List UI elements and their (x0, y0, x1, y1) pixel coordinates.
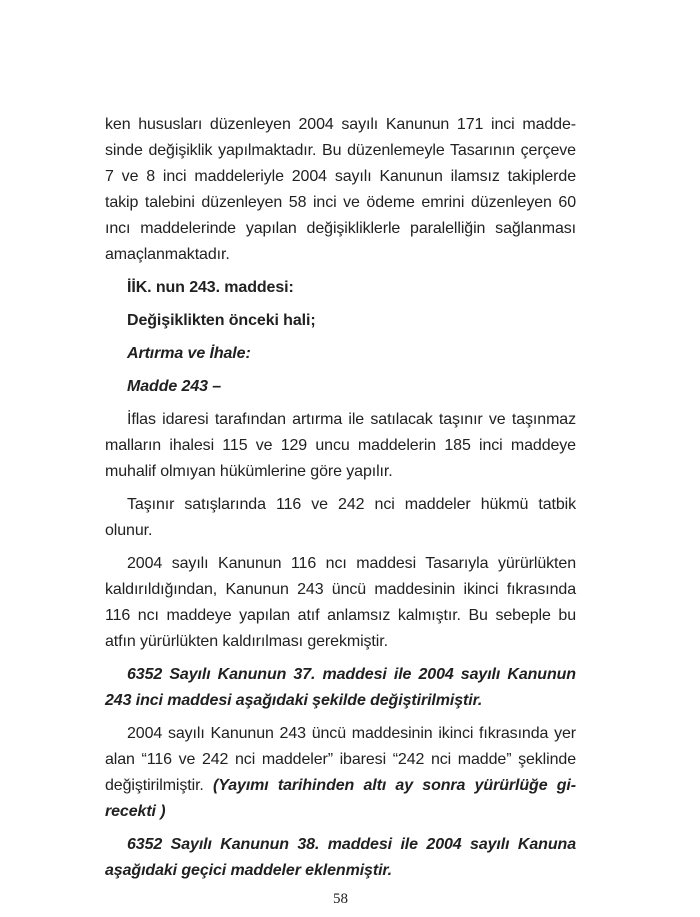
text-line: İİK. nun 243. maddesi: (127, 279, 294, 296)
text-line: ken hususları düzenleyen 2004 sayılı Kanunun 171 inci madde- (105, 116, 576, 133)
text-line: Değişiklikten önceki hali; (127, 312, 316, 329)
text-line: Taşınır satışlarında 116 ve 242 nci maddeler hükmü tatbik olunur. (105, 496, 576, 539)
text-line: Madde 243 – (127, 378, 222, 395)
text-line: alan “116 ve 242 nci maddeler” ibaresi “242 nci madde” şeklinde (105, 751, 576, 768)
text-line: Artırma ve İhale: (127, 345, 251, 362)
text-line: muhalif olmıyan hükümlerine göre yapılır. (105, 463, 393, 480)
text-line: 6352 Sayılı Kanunun 38. maddesi ile 2004 sayılı Kanuna (127, 836, 576, 853)
text-line (105, 773, 576, 799)
paragraph (105, 832, 576, 884)
text-line: 2004 sayılı Kanunun 116 ncı maddesi Tasarıyla yürürlükten (127, 555, 576, 572)
text-line: İflas idaresi tarafından artırma ile satılacak taşınır ve taşınmaz (127, 411, 576, 428)
text-line: ıncı maddelerinde yapılan değişikliklerle paralelliğin sağlanması (105, 220, 576, 237)
text-line: 7 ve 8 inci maddeleriyle 2004 sayılı Kanunun ilamsız takiplerde (105, 168, 576, 185)
text-line: malların ihalesi 115 ve 129 uncu maddelerin 185 inci maddeye (105, 437, 576, 454)
text-line: takip talebini düzenleyen 58 inci ve ödeme emrini düzenleyen 60 (105, 194, 576, 211)
paragraph (105, 721, 576, 825)
text-line: aşağıdaki geçici maddeler eklenmiştir. (105, 862, 393, 879)
text-line: 243 inci maddesi aşağıdaki şekilde değiştirilmiştir. (105, 692, 483, 709)
text-line: atfın yürürlükten kaldırılması gerekmiştir. (105, 633, 388, 650)
text-line (105, 799, 576, 825)
text-line: 2004 sayılı Kanunun 243 üncü maddesinin ikinci fıkrasında yer (127, 725, 576, 742)
heading-paragraph (105, 341, 576, 367)
heading-paragraph (105, 275, 576, 301)
paragraph (105, 112, 576, 268)
paragraph (105, 407, 576, 485)
text-line: amaçlanmaktadır. (105, 246, 230, 263)
text-line: 116 ncı maddeye yapılan atıf anlamsız kalmıştır. Bu sebeple bu (105, 607, 576, 624)
text-segment: (Yayımı tarihinden altı ay sonra yürürlüğe gi- (213, 777, 576, 794)
heading-paragraph (105, 374, 576, 400)
paragraph (105, 551, 576, 655)
text-line: sinde değişiklik yapılmaktadır. Bu düzenlemeyle Tasarının çerçeve (105, 142, 576, 159)
paragraph (105, 662, 576, 714)
document-body (105, 112, 576, 884)
page-number: 58 (333, 891, 348, 907)
paragraph (105, 492, 576, 544)
text-segment: değiştirilmiştir. (105, 777, 214, 794)
heading-paragraph (105, 308, 576, 334)
text-segment: recekti ) (105, 803, 166, 820)
text-line: kaldırıldığından, Kanunun 243 üncü maddesinin ikinci fıkrasında (105, 581, 576, 598)
text-line: 6352 Sayılı Kanunun 37. maddesi ile 2004 sayılı Kanunun (127, 666, 576, 683)
